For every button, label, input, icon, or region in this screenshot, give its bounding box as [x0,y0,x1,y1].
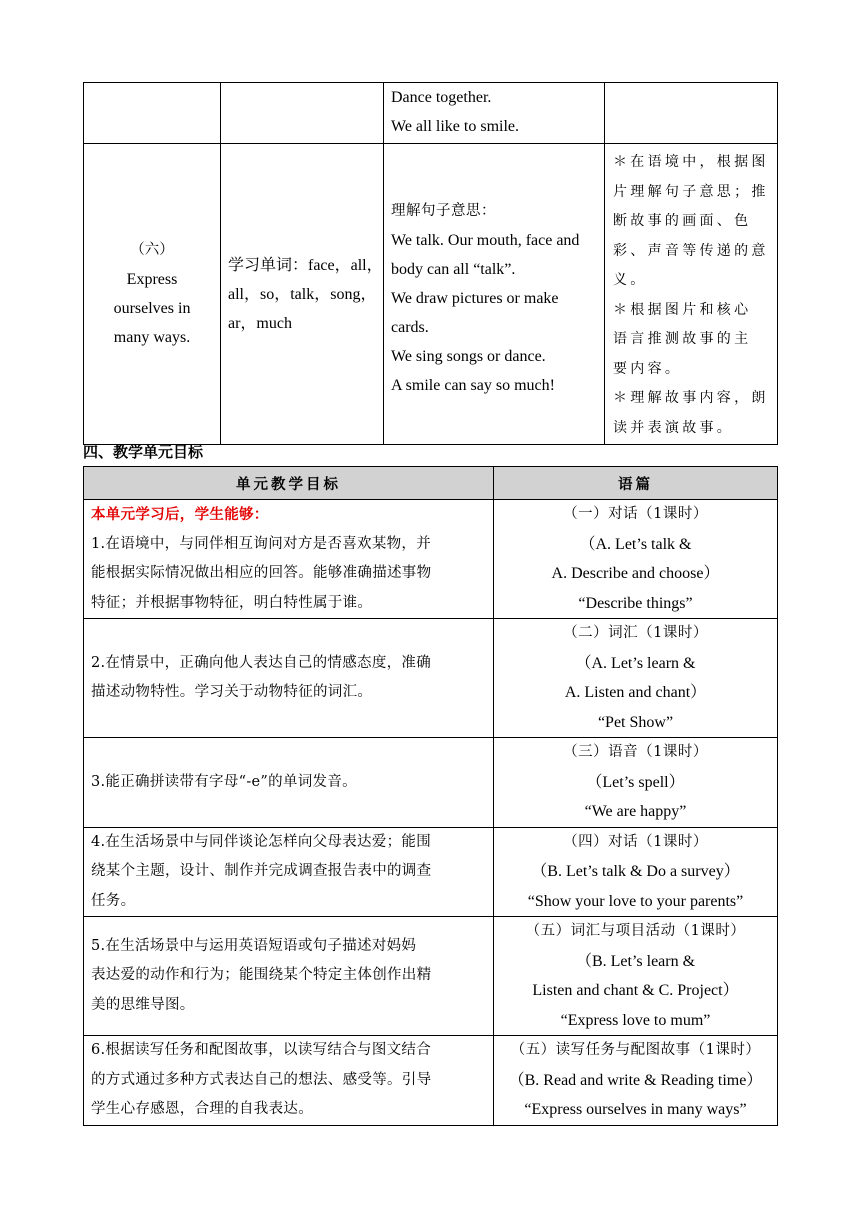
header-texts: 语篇 [494,467,778,500]
section-title: 四、教学单元目标 [83,443,204,461]
text-cell [494,500,778,619]
goal-line: 描述动物特性。学习关于动物特征的词汇。 [91,684,373,700]
table-row [84,738,778,828]
goal-line: 6.根据读写任务和配图故事，以读写结合与图文结合 [91,1042,432,1058]
words-line: ar，much [228,314,292,332]
requirement-line: ＊在语境中，根据图 [613,154,769,170]
lesson-title-line: ourselves in [113,300,191,317]
text-line: （A. Let’s talk & [579,535,692,553]
goal-line: 学生心存感恩，合理的自我表达。 [91,1101,313,1117]
goal-line: 4.在生活场景中与同伴谈论怎样向父母表达爱；能围 [91,833,432,850]
requirement-line: 义。 [613,272,648,288]
text-line: 理解句子意思： [391,202,496,219]
lesson-number: （六） [130,242,174,258]
text-line: （二）词汇（1课时） [563,625,708,641]
goal-cell [84,738,494,828]
lesson-table [83,82,778,445]
text-line: （A. Let’s learn & [575,654,696,672]
requirement-line: 要内容。 [613,360,683,377]
text-line: “We are happy” [584,803,687,820]
text-cell [494,917,778,1036]
requirement-line: 语言推测故事的主 [613,331,752,347]
text-cell [494,738,778,828]
text-line: A. Describe and choose） [551,565,720,582]
text-line: A. Listen and chant） [564,684,707,701]
goal-line: 1.在语境中，与同伴相互询问对方是否喜欢某物，并 [91,535,432,552]
table-row [84,917,778,1036]
goal-cell [84,500,494,619]
table-row [84,619,778,738]
text-cell [494,619,778,738]
lesson-title-line: Express [126,271,178,288]
text-cell [384,144,605,445]
text-line: （一）对话（1课时） [563,506,708,522]
text-line: We talk. Our mouth, face and [391,231,580,249]
text-line: （B. Read and write & Reading time） [508,1071,763,1089]
text-line: （五）读写任务与配图故事（1课时） [510,1042,761,1058]
text-line: A smile can say so much! [391,376,555,394]
header-goals: 单元教学目标 [84,467,494,500]
goal-line: 表达爱的动作和行为；能围绕某个特定主体创作出精 [91,967,432,984]
text-line: We sing songs or dance. [391,347,546,365]
words-cell [221,144,384,445]
text-line: body can all “talk”. [391,260,516,278]
text-line: “Describe things” [578,594,693,612]
requirement-line: 读并表演故事。 [613,419,735,436]
unit-goals-table [83,466,778,1126]
text-cell [494,1036,778,1126]
text-line: （四）对话（1课时） [563,833,708,850]
table-row [84,827,778,917]
text-line: Dance together. [391,89,492,106]
lesson-cell [84,83,221,144]
goal-line: 能根据实际情况做出相应的回答。能够准确描述事物 [91,565,432,581]
requirement-line: ＊根据图片和核心 [613,301,752,318]
lesson-cell [84,144,221,445]
words-line: 学习单词：face，all， [228,256,383,274]
text-line: （Let’s spell） [586,773,685,791]
text-line: （三）语音（1课时） [563,744,708,760]
text-line: “Pet Show” [597,713,674,731]
lesson-row [84,144,778,445]
goal-cell [84,1036,494,1126]
text-cell [384,83,605,144]
text-line: We draw pictures or make [391,289,559,307]
goal-line: 任务。 [91,892,136,909]
requirement-line: 断故事的画面、色 [613,213,752,229]
table-row [84,500,778,619]
table-header-row [84,467,778,500]
words-cell [221,83,384,144]
requirement-cell [605,144,778,445]
goal-line: 特征；并根据事物特征，明白特性属于谁。 [91,594,373,611]
text-line: We all like to smile. [391,118,520,135]
goal-line: 的方式通过多种方式表达自己的想法、感受等。引导 [91,1071,432,1088]
goal-line: 2.在情景中，正确向他人表达自己的情感态度，准确 [91,654,432,671]
requirement-cell [605,83,778,144]
text-line: cards. [391,318,429,336]
text-line: （B. Let’s talk & Do a survey） [531,863,740,880]
requirement-line: ＊理解故事内容，朗 [613,390,769,406]
goal-line: 3.能正确拼读带有字母“-e”的单词发音。 [91,773,357,790]
table-row [84,1036,778,1126]
goal-line: 绕某个主题，设计、制作并完成调查报告表中的调查 [91,863,432,879]
text-line: （B. Let’s learn & [575,952,696,970]
goal-cell [84,917,494,1036]
words-line: all，so，talk，song， [228,285,377,303]
text-line: “Show your love to your parents” [527,892,744,910]
goal-intro: 本单元学习后，学生能够： [91,506,269,523]
goal-line: 美的思维导图。 [91,996,195,1013]
goal-cell [84,827,494,917]
text-cell [494,827,778,917]
text-line: Listen and chant & C. Project） [532,982,739,999]
text-line: “Express love to mum” [560,1011,711,1029]
goal-line: 5.在生活场景中与运用英语短语或句子描述对妈妈 [91,937,417,954]
text-line: （五）词汇与项目活动（1课时） [525,923,746,939]
lesson-row [84,83,778,144]
text-line: “Express ourselves in many ways” [524,1101,747,1118]
lesson-title-line: many ways. [113,329,191,346]
requirement-line: 片理解句子意思；推 [613,183,769,200]
requirement-line: 彩、声音等传递的意 [613,242,769,259]
goal-cell [84,619,494,738]
